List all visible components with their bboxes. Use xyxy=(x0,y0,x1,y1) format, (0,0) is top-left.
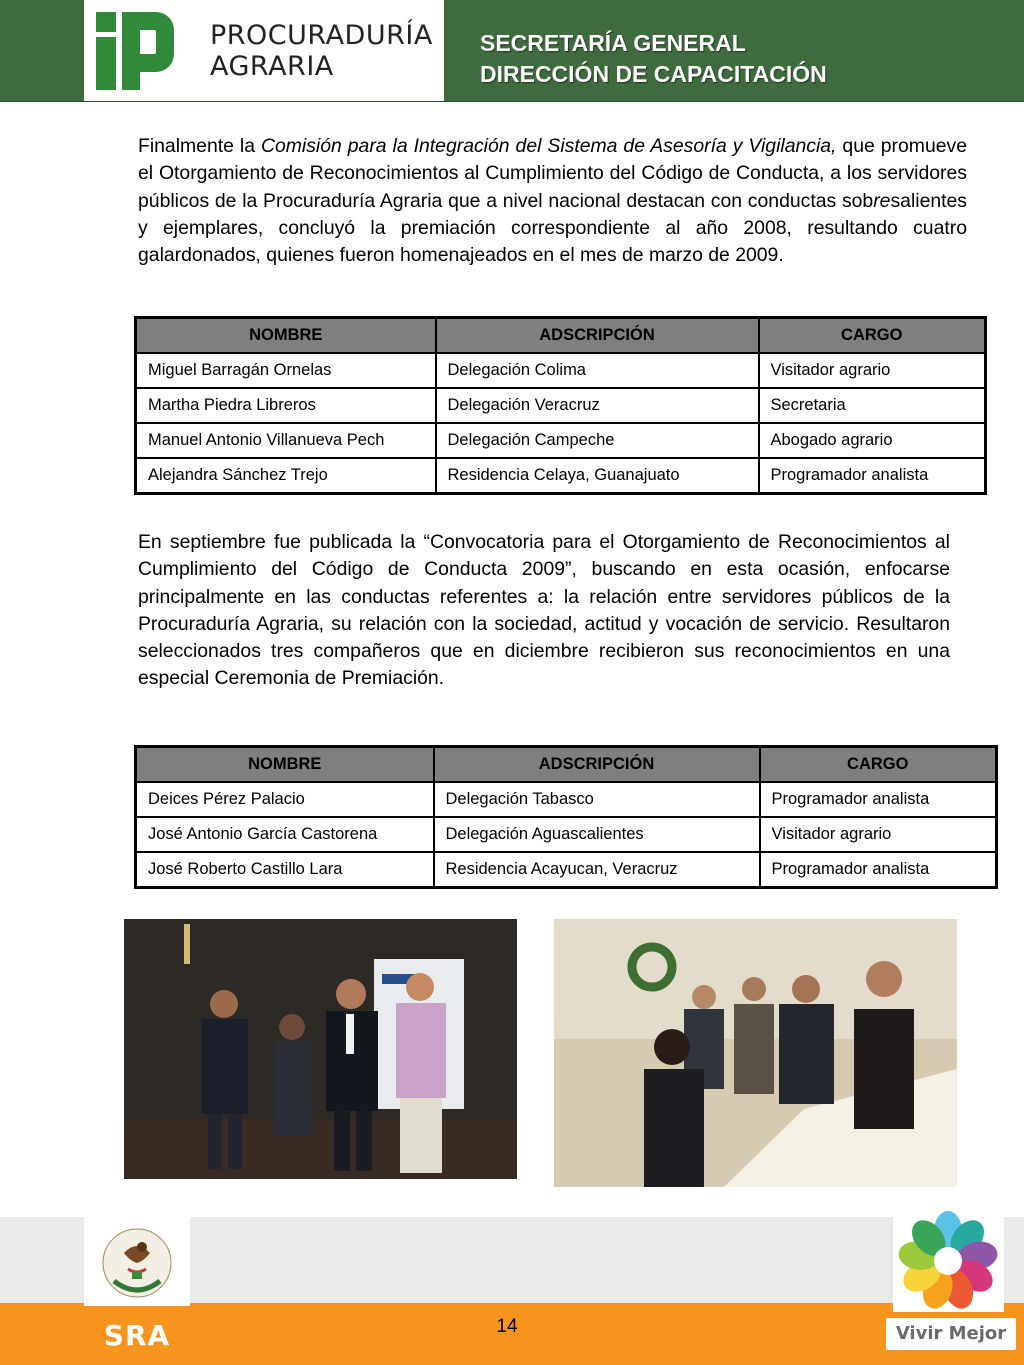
ceremony-photo xyxy=(554,919,957,1187)
page-number: 14 xyxy=(496,1316,518,1337)
procuraduria-logo xyxy=(84,0,444,101)
column-header-adscripcion: ADSCRIPCIÓN xyxy=(434,747,760,783)
table-header-row xyxy=(136,747,997,783)
paragraph1-post: salientes y ejemplares, concluyó la premiación correspondiente al año 2008, resultando cuatro galardonados, quienes fueron homenajeados en el mes de marzo de 2009. xyxy=(138,189,967,267)
table-row xyxy=(136,388,986,423)
cell-adscripcion: Delegación Campeche xyxy=(436,423,759,458)
logo-line-2: AGRARIA xyxy=(210,51,334,82)
cell-nombre: Manuel Antonio Villanueva Pech xyxy=(136,423,436,458)
cell-cargo: Programador analista xyxy=(759,458,986,494)
paragraph-2008-awards xyxy=(138,133,967,269)
vivir-mejor-logo xyxy=(893,1209,1004,1312)
cell-nombre: Martha Piedra Libreros xyxy=(136,388,436,423)
header-title-line-2: DIRECCIÓN DE CAPACITACIÓN xyxy=(480,61,827,87)
ceremony-photo-image xyxy=(554,919,957,1187)
header-title-line-1: SECRETARÍA GENERAL xyxy=(480,30,746,56)
cell-adscripcion: Delegación Veracruz xyxy=(436,388,759,423)
cell-cargo: Programador analista xyxy=(760,852,997,888)
vivir-mejor-label: Vivir Mejor xyxy=(886,1318,1016,1350)
table-row xyxy=(136,782,997,817)
table-row xyxy=(136,852,997,888)
cell-adscripcion: Delegación Colima xyxy=(436,353,759,388)
cell-cargo: Programador analista xyxy=(760,782,997,817)
cell-nombre: José Antonio García Castorena xyxy=(136,817,434,852)
flower-logo-icon xyxy=(893,1209,1004,1312)
column-header-nombre: NOMBRE xyxy=(136,318,436,354)
logo-line-1: PROCURADURÍA xyxy=(210,20,433,51)
group-photo-image xyxy=(124,919,517,1179)
cell-nombre: Deices Pérez Palacio xyxy=(136,782,434,817)
cell-cargo: Visitador agrario xyxy=(760,817,997,852)
paragraph1-commission-name: Comisión para la Integración del Sistema de Asesoría y Vigilancia, xyxy=(260,135,837,157)
paragraph-2009-convocatoria: En septiembre fue publicada la “Convocatoria para el Otorgamiento de Reconocimientos al Cumplimiento del Código de Conducta 2009”, buscando en esta ocasión, enfocarse principalmente en las conductas referentes a: la relación entre servidores públicos de la Procuraduría Agraria, su relación con la sociedad, actitud y vocación de servicio. Resultaron seleccionados tres compañeros que en diciembre recibieron sus reconocimientos en una especial Ceremonia de Premiación. xyxy=(138,531,950,690)
cell-cargo: Secretaria xyxy=(759,388,986,423)
column-header-adscripcion: ADSCRIPCIÓN xyxy=(436,318,759,354)
cell-nombre: Alejandra Sánchez Trejo xyxy=(136,458,436,494)
mexico-coat-of-arms-icon xyxy=(84,1217,190,1305)
awards-table-2008 xyxy=(134,316,987,495)
cell-adscripcion: Residencia Celaya, Guanajuato xyxy=(436,458,759,494)
paragraph1-pre: Finalmente la xyxy=(138,135,261,157)
cell-cargo: Abogado agrario xyxy=(759,423,986,458)
sra-label: SRA xyxy=(84,1306,190,1365)
award-winners-photo xyxy=(124,919,517,1179)
page-header xyxy=(0,0,1024,102)
cell-adscripcion: Delegación Tabasco xyxy=(434,782,760,817)
cell-cargo: Visitador agrario xyxy=(759,353,986,388)
awards-table-2009 xyxy=(134,745,998,889)
cell-nombre: Miguel Barragán Ornelas xyxy=(136,353,436,388)
column-header-nombre: NOMBRE xyxy=(136,747,434,783)
cell-adscripcion: Delegación Aguascalientes xyxy=(434,817,760,852)
column-header-cargo: CARGO xyxy=(760,747,997,783)
column-header-cargo: CARGO xyxy=(759,318,986,354)
paragraph1-italic-fragment: re xyxy=(873,189,891,212)
pa-logo-icon xyxy=(96,12,174,90)
table-row xyxy=(136,423,986,458)
table-header-row xyxy=(136,318,986,354)
cell-adscripcion: Residencia Acayucan, Veracruz xyxy=(434,852,760,888)
table-row xyxy=(136,353,986,388)
logo-wordmark xyxy=(210,20,433,82)
table-row xyxy=(136,458,986,494)
paragraph1-mid: que promueve el Otorgamiento de Reconocimientos al Cumplimiento del Código de Conducta, a los servidores públicos de la Procuraduría Agraria que a nivel nacional destacan con conductas sob xyxy=(138,135,967,212)
header-title xyxy=(480,28,827,90)
table-row xyxy=(136,817,997,852)
cell-nombre: José Roberto Castillo Lara xyxy=(136,852,434,888)
